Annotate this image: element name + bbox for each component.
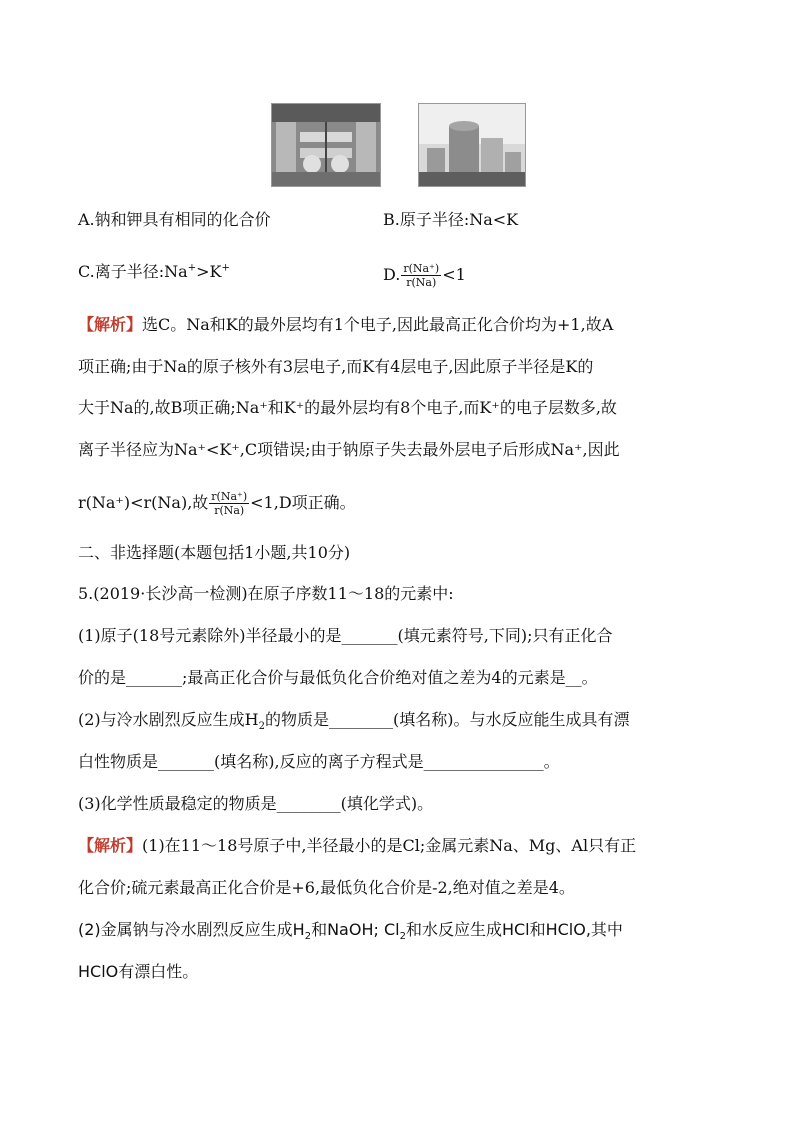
question-5-part-3: (3)化学性质最稳定的物质是________(填化学式)。 — [78, 794, 434, 813]
analysis-1-line-3: 大于Na的,故B项正确;Na⁺和K⁺的最外层均有8个电子,而K⁺的电子层数多,故 — [78, 398, 617, 417]
analysis-tag: 【解析】 — [78, 836, 143, 855]
analysis-2-line-3: (2)金属钠与冷水剧烈反应生成$H_2$和NaOH; $Cl_2$和水反应生成HCl和HClO,其中 — [78, 920, 623, 943]
analysis-1-line-4: 离子半径应为Na⁺<K⁺,C项错误;由于钠原子失去最外层电子后形成Na⁺,因此 — [78, 440, 620, 459]
analysis-2-line-1: 【解析】(1)在11～18号原子中,半径最小的是Cl;金属元素Na、Mg、Al只有正 — [78, 836, 637, 855]
question-5-part-2-line-2: 白性物质是_______(填名称),反应的离子方程式是_______________。 — [78, 752, 560, 771]
question-5: 5.(2019·长沙高一检测)在原子序数11～18的元素中: — [78, 584, 454, 603]
industrial-pipes-photo — [271, 103, 381, 187]
analysis-1-line-2: 项正确;由于Na的原子核外有3层电子,而K有4层电子,因此原子半径是K的 — [78, 357, 594, 376]
question-5-part-1-line-1: (1)原子(18号元素除外)半径最小的是_______(填元素符号,下同);只有正化合 — [78, 626, 613, 645]
analysis-1-line-1: 【解析】选C。Na和K的最外层均有1个电子,因此最高正化合价均为+1,故A — [78, 315, 614, 334]
option-a: A.钠和钾具有相同的化合价 — [78, 210, 271, 229]
option-b: B.原子半径:Na<K — [383, 210, 519, 229]
chemical-plant-photo — [418, 103, 526, 187]
section-2-heading: 二、非选择题(本题包括1小题,共10分) — [78, 543, 351, 562]
analysis-tag: 【解析】 — [78, 315, 143, 334]
analysis-1-line-5: r(Na⁺)<r(Na),故 $\frac{r(Na^+)}{r(Na)}$ <1,D项正确。 — [78, 490, 356, 517]
analysis-2-line-2: 化合价;硫元素最高正化合价是+6,最低负化合价是-2,绝对值之差是4。 — [78, 878, 575, 897]
option-c: C.离子半径:Na+>K+ — [78, 262, 230, 281]
option-d: D. $\frac{r(Na^+)}{r(Na)}$ <1 — [383, 262, 466, 289]
analysis-2-line-4: HClO有漂白性。 — [78, 962, 199, 981]
question-5-part-1-line-2: 价的是_______;最高正化合价与最低负化合价绝对值之差为4的元素是__。 — [78, 668, 598, 687]
question-5-part-2-line-1: (2)与冷水剧烈反应生成$H_2$的物质是________(填名称)。与水反应能生成具有漂 — [78, 710, 630, 733]
analysis-1-fraction: $\frac{r(Na^+)}{r(Na)}$ — [211, 490, 248, 517]
option-d-fraction: $\frac{r(Na^+)}{r(Na)}$ — [403, 262, 440, 289]
